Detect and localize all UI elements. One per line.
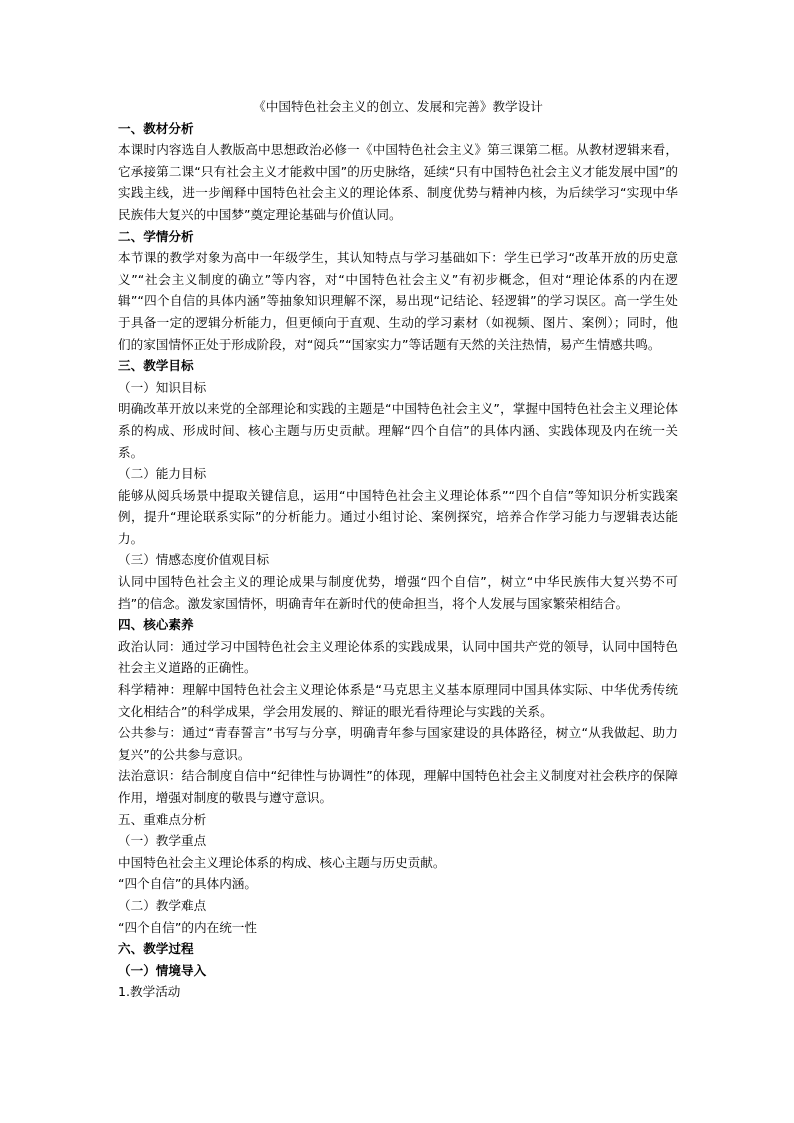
section-heading-teaching-goals: 三、教学目标: [118, 358, 194, 374]
document-title: 《中国特色社会主义的创立、发展和完善》教学设计: [253, 99, 543, 114]
paragraph-key-point-1: 中国特色社会主义理论体系的构成、核心主题与历史贡献。: [118, 854, 446, 870]
paragraph-student-analysis: 本节课的教学对象为高中一年级学生，其认知特点与学习基础如下：学生已学习“改革开放的历史意义”“社会主义制度的确立”等内容，对“中国特色社会主义”有初步概念，但对“理论体系的内在逻辑”“四个自信的具体内涵”等抽象知识理解不深，易出现“记结论、轻逻辑”的学习误区。高一学生处于具备一定的逻辑分析能力，但更倾向于直观、生动的学习素材（如视频、图片、案例）；同时，他们的家国情怀正处于形成阶段，对“阅兵”“国家实力”等话题有天然的关注热情，易产生情感共鸣。: [118, 250, 678, 352]
paragraph-political-identity: 政治认同：通过学习中国特色社会主义理论体系的实践成果，认同中国共产党的领导，认同中国特色社会主义道路的正确性。: [118, 638, 678, 676]
section-heading-teaching-process: 六、教学过程: [118, 941, 194, 957]
section-heading-material-analysis: 一、教材分析: [118, 120, 194, 136]
list-item-teaching-activity: 1.教学活动: [118, 984, 181, 1000]
paragraph-knowledge-goal: 明确改革开放以来党的全部理论和实践的主题是“中国特色社会主义”，掌握中国特色社会主义理论体系的构成、形成时间、核心主题与历史贡献。理解“四个自信”的具体内涵、实践体现及内在统一关系。: [118, 401, 678, 460]
subheading-values-goal: （三）情感态度价值观目标: [118, 552, 270, 568]
section-heading-key-difficult-points: 五、重难点分析: [118, 811, 207, 827]
paragraph-material-analysis: 本课时内容选自人教版高中思想政治必修一《中国特色社会主义》第三课第二框。从教材逻辑来看，它承接第二课“只有社会主义才能救中国”的历史脉络，延续“只有中国特色社会主义才能发展中国”的实践主线，进一步阐释中国特色社会主义的理论体系、制度优势与精神内核，为后续学习“实现中华民族伟大复兴的中国梦”奠定理论基础与价值认同。: [118, 142, 678, 222]
subheading-knowledge-goal: （一）知识目标: [118, 379, 207, 395]
paragraph-key-point-2: “四个自信”的具体内涵。: [118, 876, 257, 892]
paragraph-rule-of-law: 法治意识：结合制度自信中“纪律性与协调性”的体现，理解中国特色社会主义制度对社会秩序的保障作用，增强对制度的敬畏与遵守意识。: [118, 768, 678, 805]
section-heading-student-analysis: 二、学情分析: [118, 228, 194, 244]
document-page: [118, 96, 678, 1003]
paragraph-ability-goal: 能够从阅兵场景中提取关键信息，运用“中国特色社会主义理论体系”“四个自信”等知识分析实践案例，提升“理论联系实际”的分析能力。通过小组讨论、案例探究，培养合作学习能力与逻辑表达能力。: [118, 487, 678, 546]
section-heading-core-literacy: 四、核心素养: [118, 617, 194, 633]
paragraph-difficult-point: “四个自信”的内在统一性: [118, 919, 257, 935]
subheading-key-points: （一）教学重点: [118, 833, 207, 849]
subheading-difficult-points: （二）教学难点: [118, 897, 207, 913]
subheading-scenario-intro: （一）情境导入: [118, 962, 207, 978]
paragraph-values-goal: 认同中国特色社会主义的理论成果与制度优势，增强“四个自信”，树立“中华民族伟大复兴势不可挡”的信念。激发家国情怀，明确青年在新时代的使命担当，将个人发展与国家繁荣相结合。: [118, 574, 678, 611]
paragraph-scientific-spirit: 科学精神：理解中国特色社会主义理论体系是“马克思主义基本原理同中国具体实际、中华优秀传统文化相结合”的科学成果，学会用发展的、辩证的眼光看待理论与实践的关系。: [118, 682, 678, 719]
paragraph-public-participation: 公共参与：通过“青春誓言”书写与分享，明确青年参与国家建设的具体路径，树立“从我做起、助力复兴”的公共参与意识。: [118, 725, 678, 762]
subheading-ability-goal: （二）能力目标: [118, 466, 207, 482]
